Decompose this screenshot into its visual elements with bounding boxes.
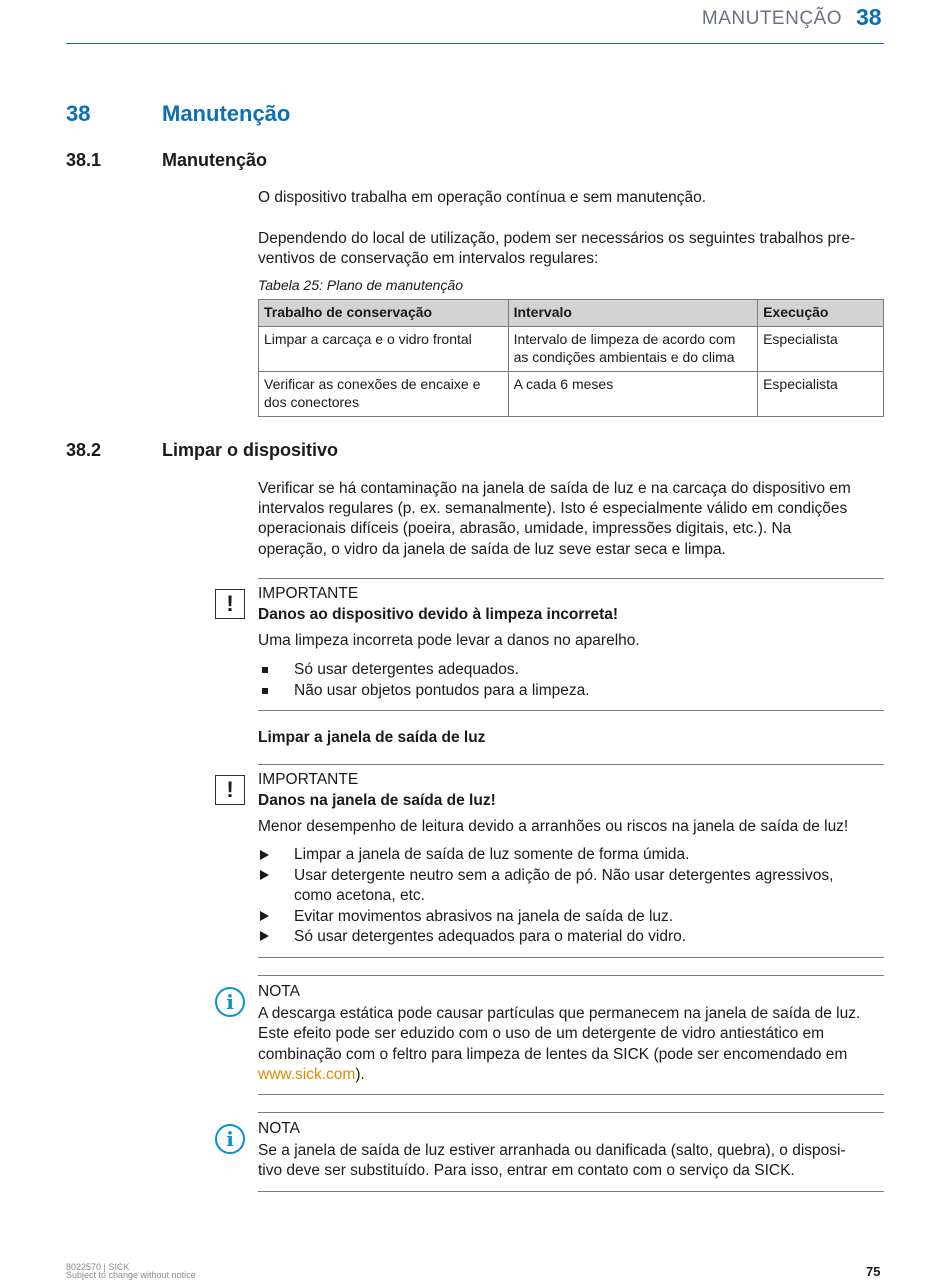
step-arrow-icon — [260, 931, 269, 941]
step-item: Usar detergente neutro sem a adição de pó. Não usar detergentes agressivos, — [294, 867, 834, 884]
note-line: Este efeito pode ser eduzido com o uso de um detergente de vidro antiestático em — [258, 1025, 825, 1042]
note-bottom-rule — [258, 1191, 884, 1192]
callout-text: Menor desempenho de leitura devido a arranhões ou riscos na janela de saída de luz! — [258, 818, 849, 835]
header-chapter-number: 38 — [856, 4, 882, 30]
callout-heading: Danos ao dispositivo devido à limpeza incorreta! — [258, 606, 619, 623]
step-item-continuation: como acetona, etc. — [294, 887, 425, 904]
table-caption: Tabela 25: Plano de manutenção — [258, 277, 463, 293]
table-cell: A cada 6 meses — [508, 371, 758, 416]
column-header: Intervalo — [508, 300, 758, 327]
note-line — [258, 1065, 884, 1086]
footer-document-id: 8022570 | SICK — [66, 1262, 130, 1272]
table-cell: Limpar a carcaça e o vidro frontal — [259, 326, 509, 371]
callout-label: IMPORTANTE — [258, 771, 359, 788]
note-label: NOTA — [258, 983, 300, 1000]
list-item: Só usar detergentes adequados. — [294, 661, 519, 678]
table-cell: Intervalo de limpeza de acordo com as condições ambientais e do clima — [508, 326, 758, 371]
note-top-rule — [258, 1112, 884, 1113]
warning-exclamation-icon: ! — [215, 775, 245, 805]
table-header-row — [259, 300, 884, 327]
chapter-number: 38 — [66, 101, 91, 126]
note-line: combinação com o feltro para limpeza de lentes da SICK (pode ser encomendado em — [258, 1046, 848, 1063]
chapter-title: Manutenção — [162, 101, 291, 126]
subheading: Limpar a janela de saída de luz — [258, 729, 486, 746]
maintenance-table — [258, 299, 884, 417]
column-header: Trabalho de conservação — [259, 300, 509, 327]
page-number: 75 — [866, 1264, 881, 1279]
step-arrow-icon — [260, 911, 269, 921]
step-arrow-icon — [260, 850, 269, 860]
callout-top-rule — [258, 764, 884, 765]
note-top-rule — [258, 975, 884, 976]
paragraph-line: Verificar se há contaminação na janela de saída de luz e na carcaça do dispositivo em — [258, 480, 851, 497]
table-row — [259, 326, 884, 371]
callout-bottom-rule — [258, 957, 884, 958]
section-number: 38.2 — [66, 440, 102, 460]
paragraph: O dispositivo trabalha em operação contínua e sem manutenção. — [258, 189, 707, 206]
step-arrow-icon — [260, 870, 269, 880]
callout-heading: Danos na janela de saída de luz! — [258, 792, 496, 809]
paragraph-line: intervalos regulares (p. ex. semanalmente). Isto é especialmente válido em condições — [258, 500, 848, 517]
callout-text: Uma limpeza incorreta pode levar a danos no aparelho. — [258, 632, 640, 649]
section-title: Limpar o dispositivo — [162, 440, 339, 460]
step-item: Limpar a janela de saída de luz somente de forma úmida. — [294, 846, 690, 863]
step-item: Evitar movimentos abrasivos na janela de saída de luz. — [294, 908, 674, 925]
note-line: A descarga estática pode causar partículas que permanecem na janela de saída de luz. — [258, 1005, 861, 1022]
list-item: Não usar objetos pontudos para a limpeza. — [294, 682, 590, 699]
section-number: 38.1 — [66, 150, 102, 170]
note-line: Se a janela de saída de luz estiver arranhada ou danificada (salto, quebra), o disposi- — [258, 1142, 846, 1159]
sick-website-link[interactable]: www.sick.com — [258, 1066, 356, 1083]
table-row — [259, 371, 884, 416]
info-icon: i — [215, 987, 245, 1017]
paragraph-line: operacionais difíceis (poeira, abrasão, umidade, impressões digitais, etc.). Na — [258, 520, 792, 537]
warning-exclamation-icon: ! — [215, 589, 245, 619]
note-line: tivo deve ser substituído. Para isso, entrar em contato com o serviço da SICK. — [258, 1162, 795, 1179]
paragraph-line: ventivos de conservação em intervalos regulares: — [258, 250, 599, 267]
bullet-square — [262, 688, 268, 694]
section-title: Manutenção — [162, 150, 268, 170]
callout-label: IMPORTANTE — [258, 585, 359, 602]
paragraph-line: Dependendo do local de utilização, podem ser necessários os seguintes trabalhos pre- — [258, 230, 856, 247]
table-cell: Especialista — [758, 371, 884, 416]
header-rule — [66, 43, 884, 44]
note-bottom-rule — [258, 1094, 884, 1095]
callout-bottom-rule — [258, 710, 884, 711]
step-item: Só usar detergentes adequados para o material do vidro. — [294, 928, 687, 945]
table-cell: Verificar as conexões de encaixe e dos conectores — [259, 371, 509, 416]
header-section-label: MANUTENÇÃO — [701, 8, 842, 29]
callout-top-rule — [258, 578, 884, 579]
paragraph-line: operação, o vidro da janela de saída de luz seve estar seca e limpa. — [258, 541, 726, 558]
info-icon: i — [215, 1124, 245, 1154]
footer-notice: Subject to change without notice — [66, 1270, 196, 1280]
bullet-square — [262, 667, 268, 673]
note-label: NOTA — [258, 1120, 300, 1137]
table-cell: Especialista — [758, 326, 884, 371]
note-line-end: ). — [355, 1066, 365, 1083]
column-header: Execução — [758, 300, 884, 327]
